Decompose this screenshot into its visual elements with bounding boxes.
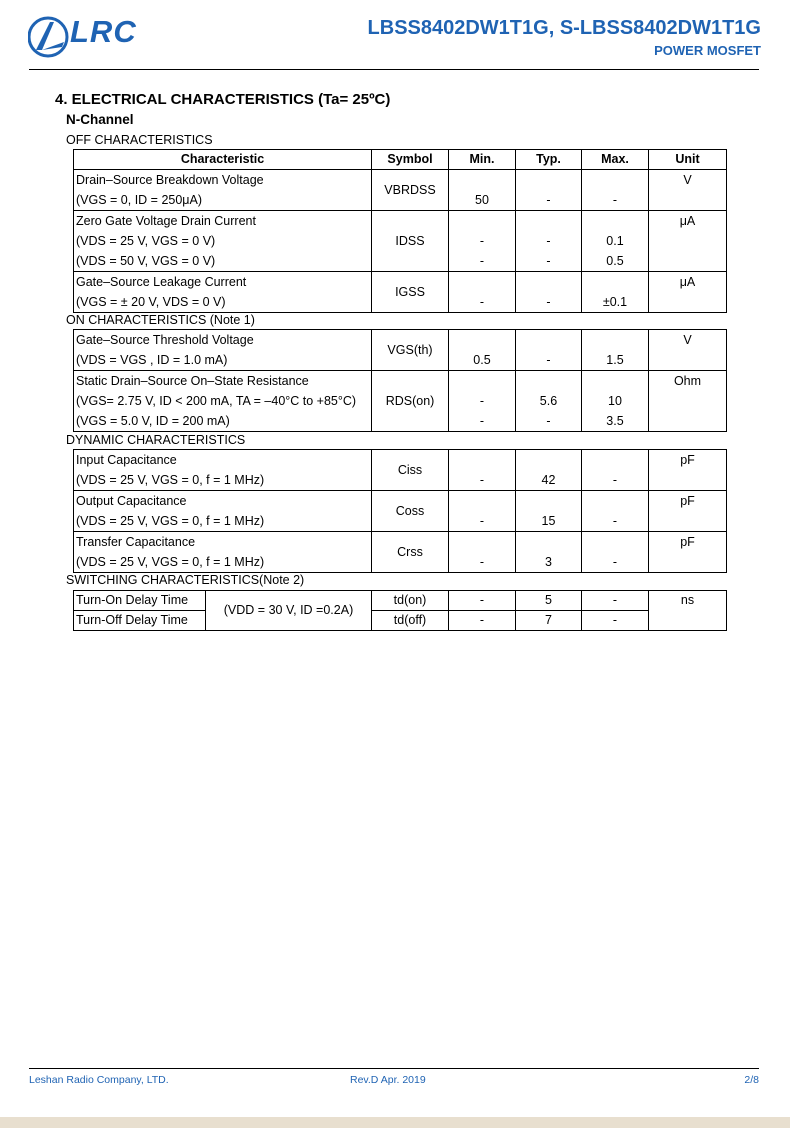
on-characteristics-table [73, 329, 727, 432]
typ-value: 5.6 [539, 394, 558, 408]
param-condition: (VGS = 0, ID = 250μA) [76, 193, 203, 207]
table-row [74, 330, 727, 371]
param-condition: (VDS = 25 V, VGS = 0, f = 1 MHz) [76, 555, 265, 569]
col-unit: Unit [649, 150, 727, 170]
footer-divider [29, 1068, 759, 1069]
table-row [74, 611, 727, 631]
col-characteristic: Characteristic [74, 150, 372, 170]
table-row [74, 371, 727, 432]
unit: V [683, 333, 692, 347]
section-title: 4. ELECTRICAL CHARACTERISTICS (Ta= 25ºC) [55, 91, 391, 108]
symbol: Ciss [372, 450, 449, 491]
table-row [74, 532, 727, 573]
max-value: 1.5 [606, 353, 624, 367]
param-name: Gate–Source Leakage Current [76, 275, 247, 289]
channel-title: N-Channel [66, 112, 134, 127]
unit: Ohm [673, 374, 702, 388]
unit: μA [679, 214, 696, 228]
part-numbers: LBSS8402DW1T1G, S-LBSS8402DW1T1G [367, 17, 761, 39]
min-value: - [479, 414, 485, 428]
group-label-on: ON CHARACTERISTICS (Note 1) [66, 313, 255, 327]
test-condition: (VDD = 30 V, ID =0.2A) [206, 591, 372, 631]
off-characteristics-table [73, 149, 727, 313]
min-value: 0.5 [473, 353, 491, 367]
typ-value: - [546, 353, 551, 367]
min-value: - [479, 394, 485, 408]
param-condition: (VDS = 25 V, VGS = 0, f = 1 MHz) [76, 514, 265, 528]
group-label-off: OFF CHARACTERISTICS [66, 133, 213, 147]
max-value: 10 [608, 394, 622, 408]
symbol: VBRDSS [372, 170, 449, 211]
param-name: Turn-On Delay Time [74, 591, 206, 611]
symbol: Coss [372, 491, 449, 532]
page-bottom-band [0, 1117, 790, 1128]
max-value: - [582, 591, 649, 611]
dynamic-characteristics-table [73, 449, 727, 573]
typ-value: - [546, 254, 551, 268]
header-divider [29, 69, 759, 70]
param-condition: (VDS = VGS , ID = 1.0 mA) [76, 353, 228, 367]
typ-value: 3 [545, 555, 552, 569]
param-name: Turn-Off Delay Time [74, 611, 206, 631]
param-condition: (VDS = 25 V, VGS = 0, f = 1 MHz) [76, 473, 265, 487]
table-row [74, 491, 727, 532]
typ-value: 7 [516, 611, 582, 631]
typ-value: - [546, 234, 551, 248]
param-name: Drain–Source Breakdown Voltage [76, 173, 264, 187]
table-row [74, 450, 727, 491]
symbol: IGSS [372, 272, 449, 313]
unit: pF [680, 453, 695, 467]
typ-value: 15 [541, 514, 556, 528]
param-condition: (VDS = 25 V, VGS = 0 V) [76, 234, 216, 248]
min-value: 50 [475, 193, 489, 207]
min-value: - [479, 295, 485, 309]
unit: pF [680, 535, 695, 549]
min-value: - [479, 234, 485, 248]
typ-value: - [546, 193, 551, 207]
max-value: 3.5 [606, 414, 624, 428]
symbol: RDS(on) [372, 371, 449, 432]
param-condition: (VGS= 2.75 V, ID < 200 mA, TA = –40°C to +85°C) [76, 394, 357, 408]
symbol: IDSS [372, 211, 449, 272]
max-value: ±0.1 [602, 295, 628, 309]
min-value: - [479, 473, 485, 487]
param-condition: (VGS = ± 20 V, VDS = 0 V) [76, 295, 226, 309]
param-name: Gate–Source Threshold Voltage [76, 333, 254, 347]
max-value: 0.1 [606, 234, 624, 248]
max-value: - [612, 473, 618, 487]
min-value: - [479, 555, 485, 569]
table-row [74, 591, 727, 611]
param-name: Input Capacitance [76, 453, 177, 467]
table-row [74, 211, 727, 272]
table-row [74, 170, 727, 211]
max-value: - [612, 193, 618, 207]
max-value: 0.5 [606, 254, 624, 268]
param-name: Static Drain–Source On–State Resistance [76, 374, 309, 388]
symbol: td(off) [372, 611, 449, 631]
unit: ns [649, 591, 727, 631]
switching-characteristics-table [73, 590, 727, 631]
unit: pF [680, 494, 695, 508]
symbol: Crss [372, 532, 449, 573]
document-subtitle: POWER MOSFET [654, 43, 761, 58]
param-name: Output Capacitance [76, 494, 187, 508]
group-label-switching: SWITCHING CHARACTERISTICS(Note 2) [66, 573, 305, 587]
param-condition: (VGS = 5.0 V, ID = 200 mA) [76, 414, 230, 428]
unit: μA [679, 275, 696, 289]
typ-value: 5 [516, 591, 582, 611]
min-value: - [479, 254, 485, 268]
param-name: Transfer Capacitance [76, 535, 196, 549]
min-value: - [449, 591, 516, 611]
min-value: - [479, 514, 485, 528]
col-symbol: Symbol [372, 150, 449, 170]
typ-value: - [546, 295, 551, 309]
symbol: td(on) [372, 591, 449, 611]
col-min: Min. [449, 150, 516, 170]
col-max: Max. [582, 150, 649, 170]
min-value: - [449, 611, 516, 631]
unit: V [683, 173, 692, 187]
symbol: VGS(th) [372, 330, 449, 371]
group-label-dynamic: DYNAMIC CHARACTERISTICS [66, 433, 246, 447]
revision: Rev.D Apr. 2019 [350, 1074, 426, 1086]
typ-value: - [546, 414, 551, 428]
max-value: - [612, 514, 618, 528]
col-typ: Typ. [516, 150, 582, 170]
max-value: - [582, 611, 649, 631]
max-value: - [612, 555, 618, 569]
param-name: Zero Gate Voltage Drain Current [76, 214, 256, 228]
table-row [74, 272, 727, 313]
typ-value: 42 [541, 473, 556, 487]
logo-text: LRC [70, 14, 137, 49]
page-number: 2/8 [744, 1074, 759, 1086]
param-condition: (VDS = 50 V, VGS = 0 V) [76, 254, 216, 268]
company-name: Leshan Radio Company, LTD. [29, 1074, 169, 1086]
